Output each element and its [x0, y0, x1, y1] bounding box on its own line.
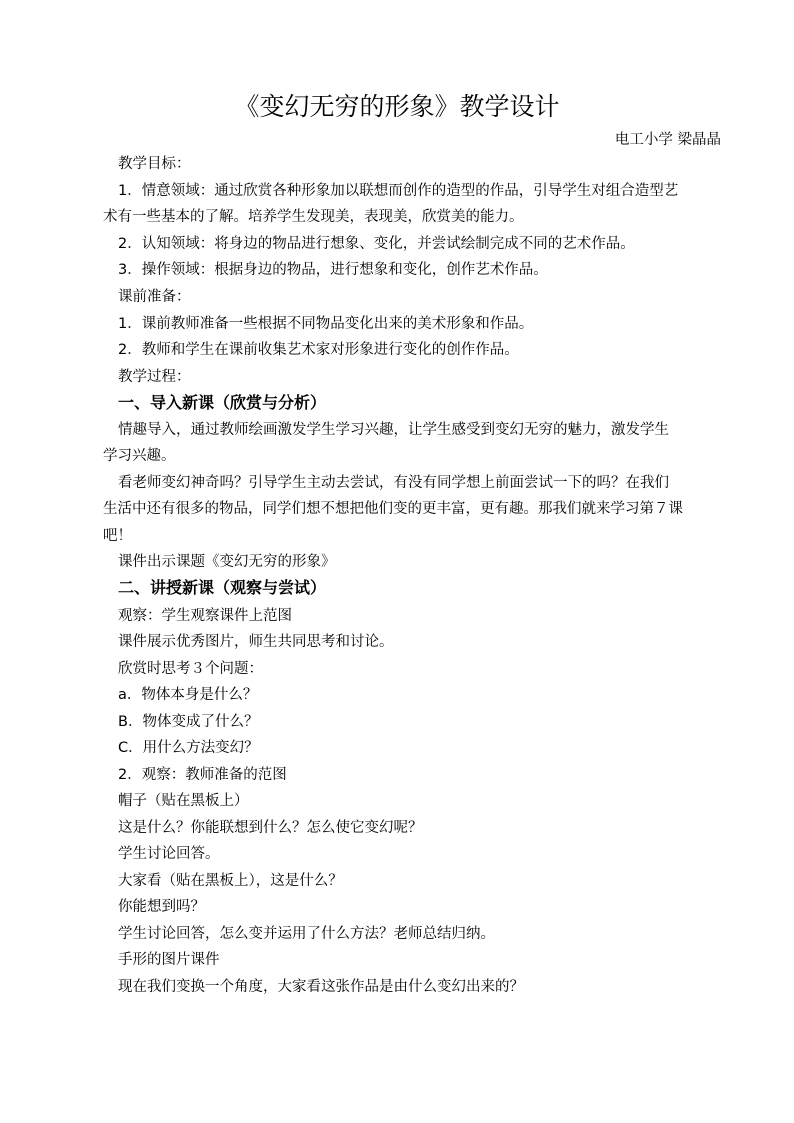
- paragraph-line: 帽子（贴在黑板上）: [118, 793, 249, 809]
- paragraph-line: 手形的图片课件: [118, 952, 220, 968]
- paragraph-line: 观察：学生观察课件上范图: [118, 608, 292, 624]
- paragraph-line: 学生讨论回答，怎么变并运用了什么方法？老师总结归纳。: [118, 926, 495, 942]
- section-label-objectives: 教学目标：: [118, 156, 191, 172]
- paragraph-line: 术有一些基本的了解。培养学生发现美，表现美，欣赏美的能力。: [103, 209, 524, 225]
- paragraph-line: 生活中还有很多的物品，同学们想不想把他们变的更丰富，更有趣。那我们就来学习第７课: [103, 501, 683, 517]
- paragraph-line: 现在我们变换一个角度，大家看这张作品是由什么变幻出来的？: [118, 979, 524, 995]
- paragraph-line: 吧！: [103, 528, 132, 544]
- paragraph-line: 欣赏时思考３个问题：: [118, 661, 263, 677]
- paragraph-line: B．物体变成了什么？: [118, 714, 259, 730]
- paragraph-line: 3．操作领域：根据身边的物品，进行想象和变化，创作艺术作品。: [118, 262, 548, 278]
- section-heading-2: 二、讲授新课（观察与尝试）: [118, 578, 327, 597]
- paragraph-line: 学生讨论回答。: [118, 846, 220, 862]
- paragraph-line: C．用什么方法变幻？: [118, 740, 259, 756]
- paragraph-line: 这是什么？你能联想到什么？怎么使它变幻呢？: [118, 820, 423, 836]
- paragraph-line: 1．课前教师准备一些根据不同物品变化出来的美术形象和作品。: [118, 316, 534, 332]
- paragraph-line: 看老师变幻神奇吗？引导学生主动去尝试，有没有同学想上前面尝试一下的吗？在我们: [118, 475, 669, 491]
- paragraph-line: 学习兴趣。: [103, 448, 176, 464]
- paragraph-line: a．物体本身是什么？: [118, 687, 258, 703]
- document-title: 《变幻无穷的形象》教学设计: [234, 92, 560, 121]
- section-label-preparation: 课前准备：: [118, 289, 191, 305]
- paragraph-line: 你能想到吗？: [118, 899, 205, 915]
- paragraph-line: 大家看（贴在黑板上），这是什么？: [118, 873, 343, 889]
- section-heading-1: 一、导入新课（欣赏与分析）: [118, 393, 327, 412]
- author-line: 电工小学 梁晶晶: [614, 132, 721, 148]
- paragraph-line: 情趣导入，通过教师绘画激发学生学习兴趣，让学生感受到变幻无穷的魅力，激发学生: [118, 422, 669, 438]
- paragraph-line: 1．情意领域：通过欣赏各种形象加以联想而创作的造型的作品，引导学生对组合造型艺: [118, 183, 679, 199]
- paragraph-line: 2．教师和学生在课前收集艺术家对形象进行变化的创作作品。: [118, 342, 519, 358]
- paragraph-line: 课件展示优秀图片，师生共同思考和讨论。: [118, 634, 394, 650]
- section-label-process: 教学过程：: [118, 369, 191, 385]
- paragraph-line: 2．认知领域：将身边的物品进行想象、变化，并尝试绘制完成不同的艺术作品。: [118, 236, 635, 252]
- paragraph-line: 2．观察：教师准备的范图: [118, 767, 287, 783]
- paragraph-line: 课件出示课题《变幻无穷的形象》: [118, 554, 336, 570]
